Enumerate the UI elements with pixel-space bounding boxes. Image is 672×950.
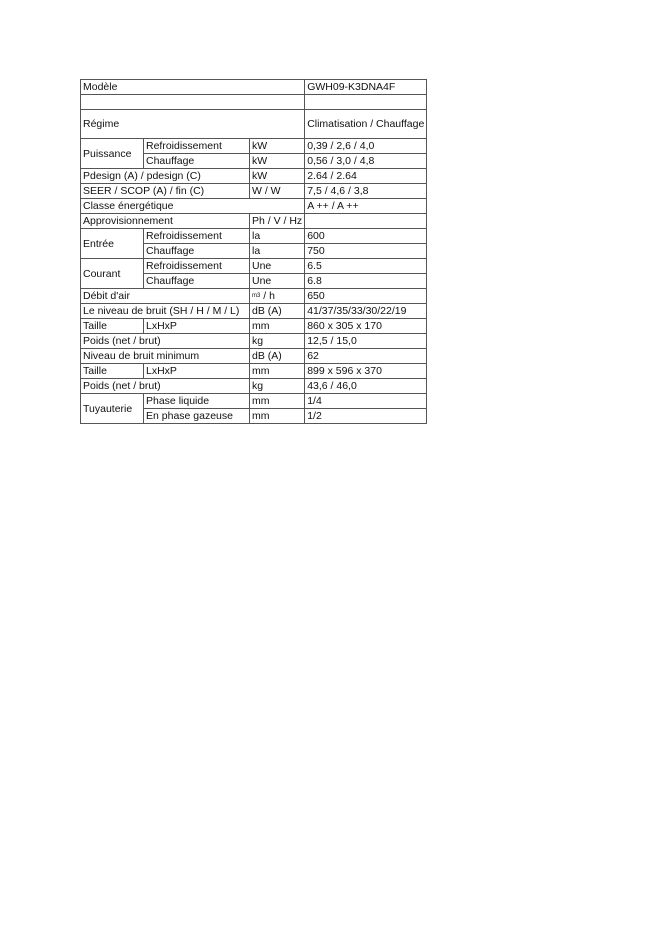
debit-unit-sup: m3 — [252, 293, 261, 299]
tuyauterie-liquide-unit: mm — [250, 394, 305, 409]
courant-chauff-label: Chauffage — [144, 274, 250, 289]
puissance-chauff-unit: kW — [250, 154, 305, 169]
puissance-refroid-value: 0,39 / 2,6 / 4,0 — [305, 139, 427, 154]
poids1-value: 12,5 / 15,0 — [305, 334, 427, 349]
courant-chauff-value: 6.8 — [305, 274, 427, 289]
puissance-refroid-unit: kW — [250, 139, 305, 154]
table-row — [81, 110, 427, 139]
table-row — [81, 184, 427, 199]
entree-label: Entrée — [81, 229, 144, 259]
table-row — [81, 319, 427, 334]
tuyauterie-liquide-value: 1/4 — [305, 394, 427, 409]
modele-label: Modèle — [81, 80, 305, 95]
tuyauterie-liquide-label: Phase liquide — [144, 394, 250, 409]
table-row — [81, 334, 427, 349]
courant-label: Courant — [81, 259, 144, 289]
table-row — [81, 229, 427, 244]
seer-label: SEER / SCOP (A) / fin (C) — [81, 184, 250, 199]
courant-refroid-value: 6.5 — [305, 259, 427, 274]
taille1-value: 860 x 305 x 170 — [305, 319, 427, 334]
taille1-sub: LxHxP — [144, 319, 250, 334]
table-row — [81, 169, 427, 184]
table-row — [81, 349, 427, 364]
bruit-unit: dB (A) — [250, 304, 305, 319]
tuyauterie-label: Tuyauterie — [81, 394, 144, 424]
table-row — [81, 304, 427, 319]
empty-cell — [81, 95, 305, 110]
puissance-chauff-value: 0,56 / 3,0 / 4,8 — [305, 154, 427, 169]
entree-refroid-value: 600 — [305, 229, 427, 244]
bruit-min-value: 62 — [305, 349, 427, 364]
entree-chauff-unit: la — [250, 244, 305, 259]
approv-label: Approvisionnement — [81, 214, 250, 229]
debit-label: Débit d'air — [81, 289, 250, 304]
entree-chauff-label: Chauffage — [144, 244, 250, 259]
taille2-sub: LxHxP — [144, 364, 250, 379]
table-row — [81, 95, 427, 110]
bruit-label: Le niveau de bruit (SH / H / M / L) — [81, 304, 250, 319]
taille2-label: Taille — [81, 364, 144, 379]
taille2-value: 899 x 596 x 370 — [305, 364, 427, 379]
taille1-label: Taille — [81, 319, 144, 334]
bruit-min-label: Niveau de bruit minimum — [81, 349, 250, 364]
spec-table — [80, 79, 427, 424]
puissance-label: Puissance — [81, 139, 144, 169]
courant-chauff-unit: Une — [250, 274, 305, 289]
debit-unit-rest: / h — [260, 290, 275, 302]
table-row — [81, 139, 427, 154]
poids1-label: Poids (net / brut) — [81, 334, 250, 349]
table-row — [81, 364, 427, 379]
bruit-value: 41/37/35/33/30/22/19 — [305, 304, 427, 319]
tuyauterie-gaz-unit: mm — [250, 409, 305, 424]
classe-label: Classe énergétique — [81, 199, 305, 214]
poids1-unit: kg — [250, 334, 305, 349]
poids2-value: 43,6 / 46,0 — [305, 379, 427, 394]
puissance-refroid-label: Refroidissement — [144, 139, 250, 154]
taille2-unit: mm — [250, 364, 305, 379]
entree-refroid-label: Refroidissement — [144, 229, 250, 244]
pdesign-unit: kW — [250, 169, 305, 184]
entree-refroid-unit: la — [250, 229, 305, 244]
regime-value: Climatisation / Chauffage — [305, 110, 427, 139]
tuyauterie-gaz-label: En phase gazeuse — [144, 409, 250, 424]
seer-value: 7,5 / 4,6 / 3,8 — [305, 184, 427, 199]
poids2-label: Poids (net / brut) — [81, 379, 250, 394]
pdesign-value: 2.64 / 2.64 — [305, 169, 427, 184]
bruit-min-unit: dB (A) — [250, 349, 305, 364]
debit-unit — [250, 289, 305, 304]
poids2-unit: kg — [250, 379, 305, 394]
seer-unit: W / W — [250, 184, 305, 199]
regime-label: Régime — [81, 110, 305, 139]
table-row — [81, 394, 427, 409]
table-row — [81, 259, 427, 274]
table-row — [81, 199, 427, 214]
debit-value: 650 — [305, 289, 427, 304]
tuyauterie-gaz-value: 1/2 — [305, 409, 427, 424]
taille1-unit: mm — [250, 319, 305, 334]
table-row — [81, 289, 427, 304]
modele-value: GWH09-K3DNA4F — [305, 80, 427, 95]
table-row — [81, 214, 427, 229]
empty-cell — [305, 214, 427, 229]
approv-unit: Ph / V / Hz — [250, 214, 305, 229]
classe-value: A ++ / A ++ — [305, 199, 427, 214]
puissance-chauff-label: Chauffage — [144, 154, 250, 169]
pdesign-label: Pdesign (A) / pdesign (C) — [81, 169, 250, 184]
table-row — [81, 80, 427, 95]
table-row — [81, 379, 427, 394]
entree-chauff-value: 750 — [305, 244, 427, 259]
empty-cell — [305, 95, 427, 110]
courant-refroid-unit: Une — [250, 259, 305, 274]
courant-refroid-label: Refroidissement — [144, 259, 250, 274]
